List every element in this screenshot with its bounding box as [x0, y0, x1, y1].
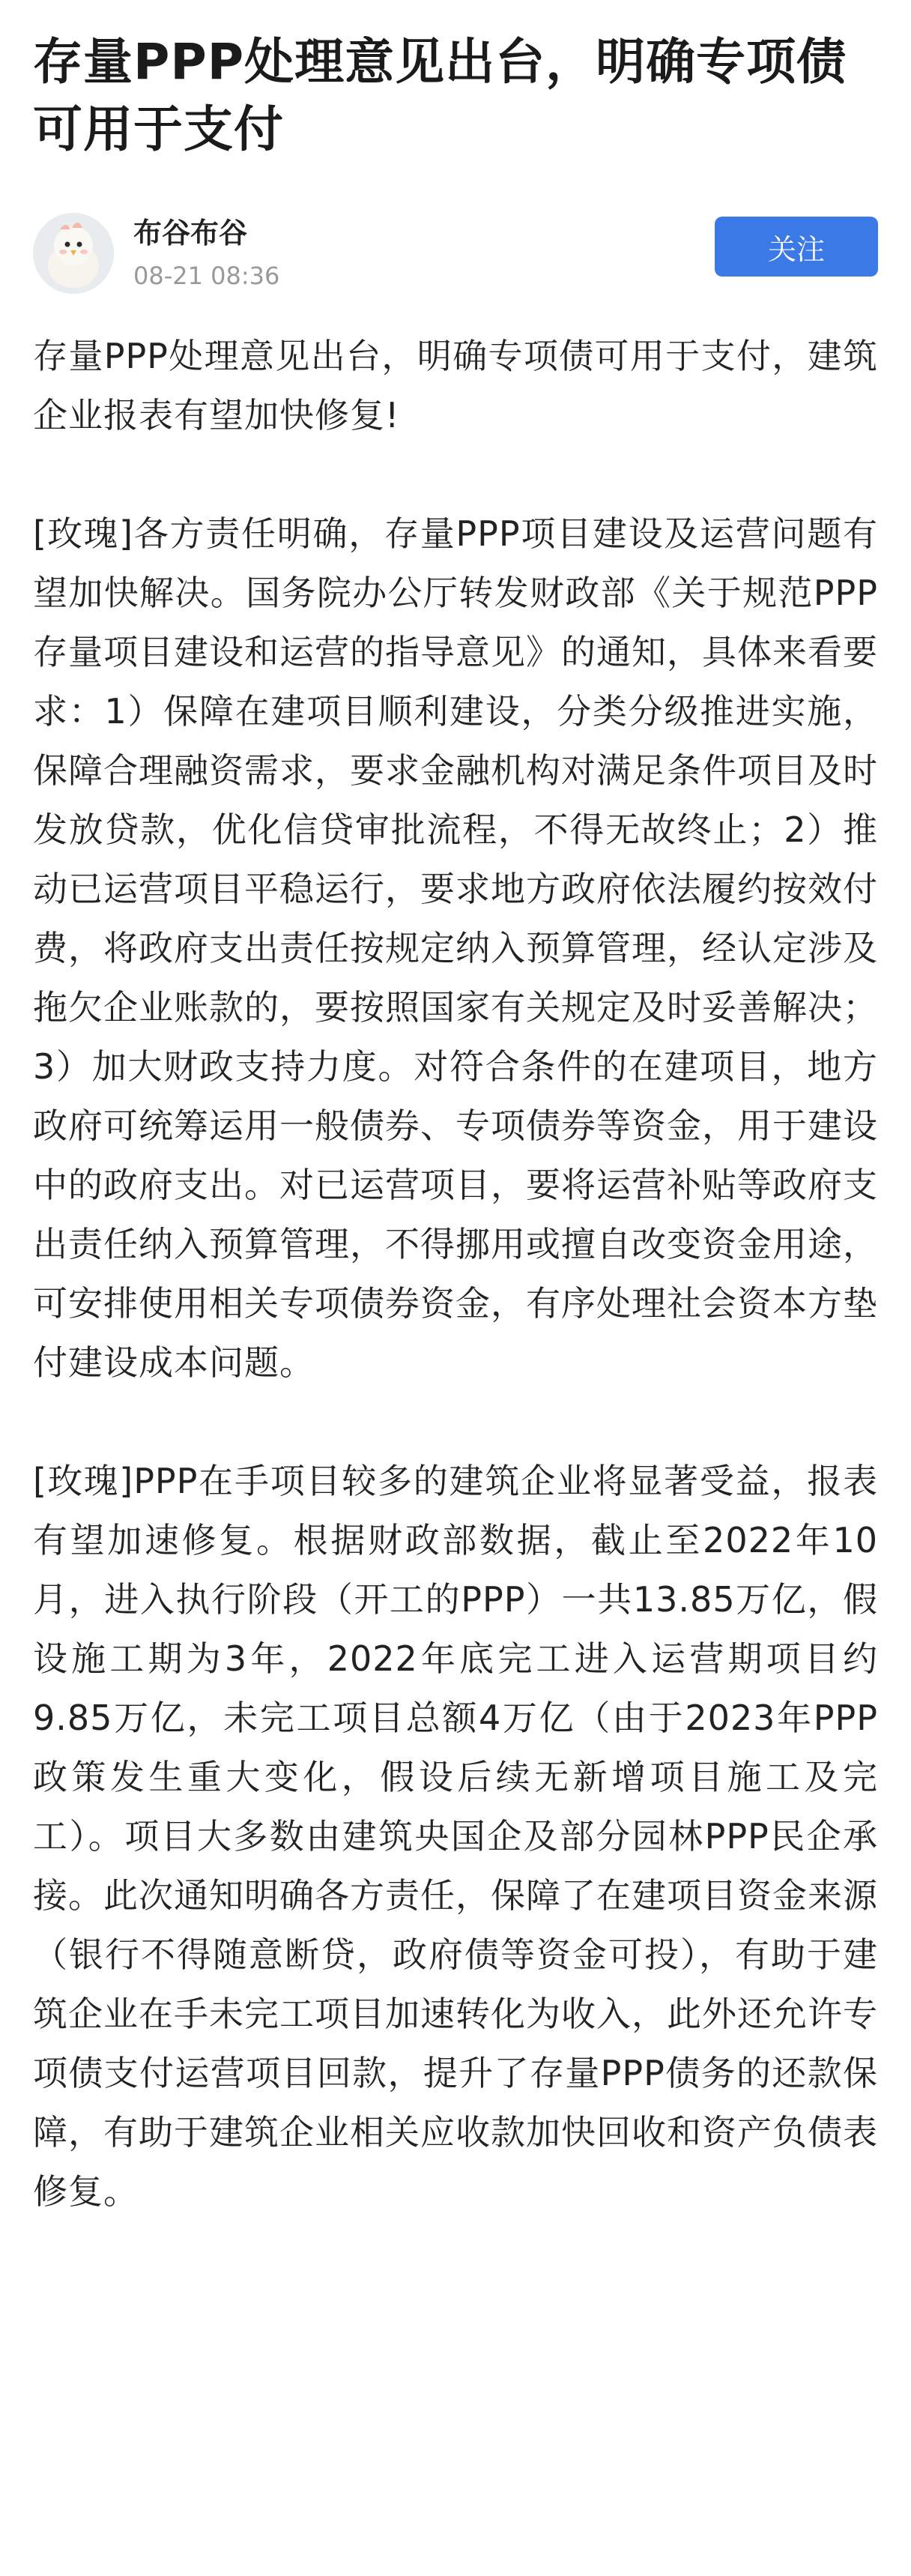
article-body [33, 327, 878, 2221]
article-paragraph: [玫瑰]PPP在手项目较多的建筑企业将显著受益，报表有望加速修复。根据财政部数据，截止至2022年10月，进入执行阶段（开工的PPP）一共13.85万亿，假设施工期为3年，2022年底完工进入运营期项目约9.85万亿，未完工项目总额4万亿（由于2023年PPP政策发生重大变化，假设后续无新增项目施工及完工）。项目大多数由建筑央国企及部分园林PPP民企承接。此次通知明确各方责任，保障了在建项目资金来源（银行不得随意断贷，政府债等资金可投），有助于建筑企业在手未完工项目加速转化为收入，此外还允许专项债支付运营项目回款，提升了存量PPP债务的还款保障，有助于建筑企业相关应收款加快回收和资产负债表修复。 [33, 1461, 878, 2212]
article-title: 存量PPP处理意见出台，明确专项债可用于支付 [33, 33, 847, 158]
follow-button[interactable]: 关注 [715, 217, 878, 277]
author-name[interactable]: 布谷布谷 [133, 217, 248, 250]
article-paragraph: 存量PPP处理意见出台，明确专项债可用于支付，建筑企业报表有望加快修复! [33, 336, 878, 435]
author-avatar[interactable] [33, 213, 114, 294]
author-bar [33, 208, 878, 298]
article-paragraph: [玫瑰]各方责任明确，存量PPP项目建设及运营问题有望加快解决。国务院办公厅转发财政部《关于规范PPP存量项目建设和运营的指导意见》的通知，具体来看要求：1）保障在建项目顺利建设，分类分级推进实施，保障合理融资需求，要求金融机构对满足条件项目及时发放贷款，优化信贷审批流程，不得无故终止；2）推动已运营项目平稳运行，要求地方政府依法履约按效付费，将政府支出责任按规定纳入预算管理，经认定涉及拖欠企业账款的，要按照国家有关规定及时妥善解决；3）加大财政支持力度。对符合条件的在建项目，地方政府可统筹运用一般债券、专项债券等资金，用于建设中的政府支出。对已运营项目，要将运营补贴等政府支出责任纳入预算管理，不得挪用或擅自改变资金用途，可安排使用相关专项债券资金，有序处理社会资本方垫付建设成本问题。 [33, 513, 878, 1383]
author-info [133, 214, 715, 292]
bird-avatar-icon [33, 213, 114, 294]
post-time: 08-21 08:36 [133, 262, 280, 290]
